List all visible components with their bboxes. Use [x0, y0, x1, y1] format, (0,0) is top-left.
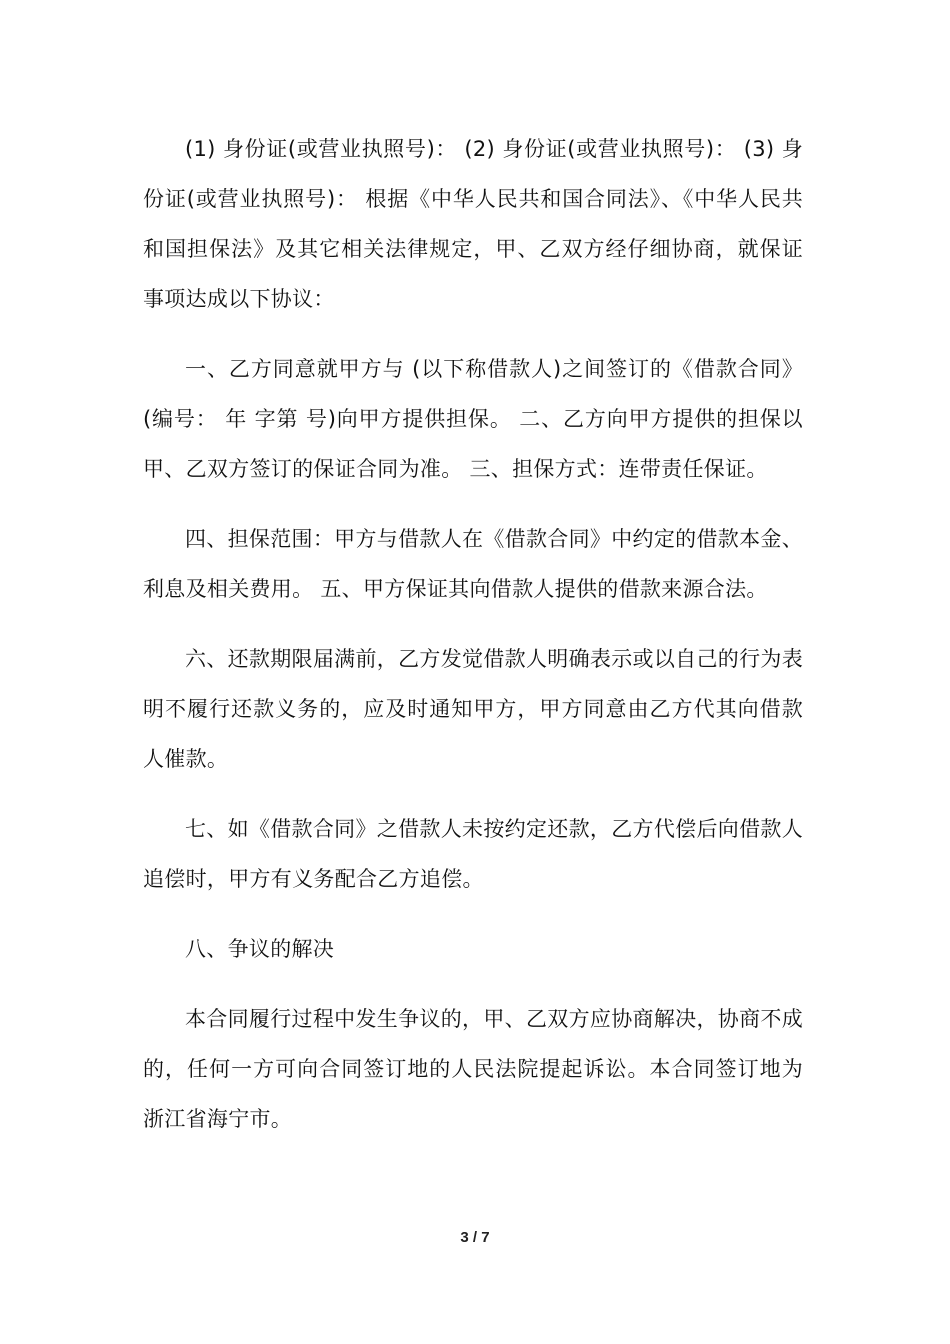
paragraph-clause-7: 七、如《借款合同》之借款人未按约定还款，乙方代偿后向借款人追偿时，甲方有义务配合乙方追偿。 — [143, 817, 803, 891]
paragraph-clause-6: 六、还款期限届满前，乙方发觉借款人明确表示或以自己的行为表明不履行还款义务的，应及时通知甲方，甲方同意由乙方代其向借款人催款。 — [143, 647, 803, 771]
page-number: 3 / 7 — [460, 1229, 490, 1246]
paragraph-clauses-4-5: 四、担保范围：甲方与借款人在《借款合同》中约定的借款本金、利息及相关费用。 五、甲方保证其向借款人提供的借款来源合法。 — [143, 527, 803, 601]
paragraph-clause-8-heading: 八、争议的解决 — [185, 937, 335, 961]
document-body — [143, 124, 803, 1164]
paragraph-dispute-resolution: 本合同履行过程中发生争议的，甲、乙双方应协商解决，协商不成的，任何一方可向合同签订地的人民法院提起诉讼。本合同签订地为浙江省海宁市。 — [143, 1007, 803, 1131]
paragraph-clauses-1-3: 一、乙方同意就甲方与 (以下称借款人)之间签订的《借款合同》(编号： 年 字第 号)向甲方提供担保。 二、乙方向甲方提供的担保以甲、乙双方签订的保证合同为准。 三、担保方式：连带责任保证。 — [143, 357, 803, 481]
paragraph-id-and-preamble: (1) 身份证(或营业执照号)： (2) 身份证(或营业执照号)： (3) 身份证(或营业执照号)： 根据《中华人民共和国合同法》、《中华人民共和国担保法》及其它相关法律规定，甲、乙双方经仔细协商，就保证事项达成以下协议： — [143, 137, 803, 311]
